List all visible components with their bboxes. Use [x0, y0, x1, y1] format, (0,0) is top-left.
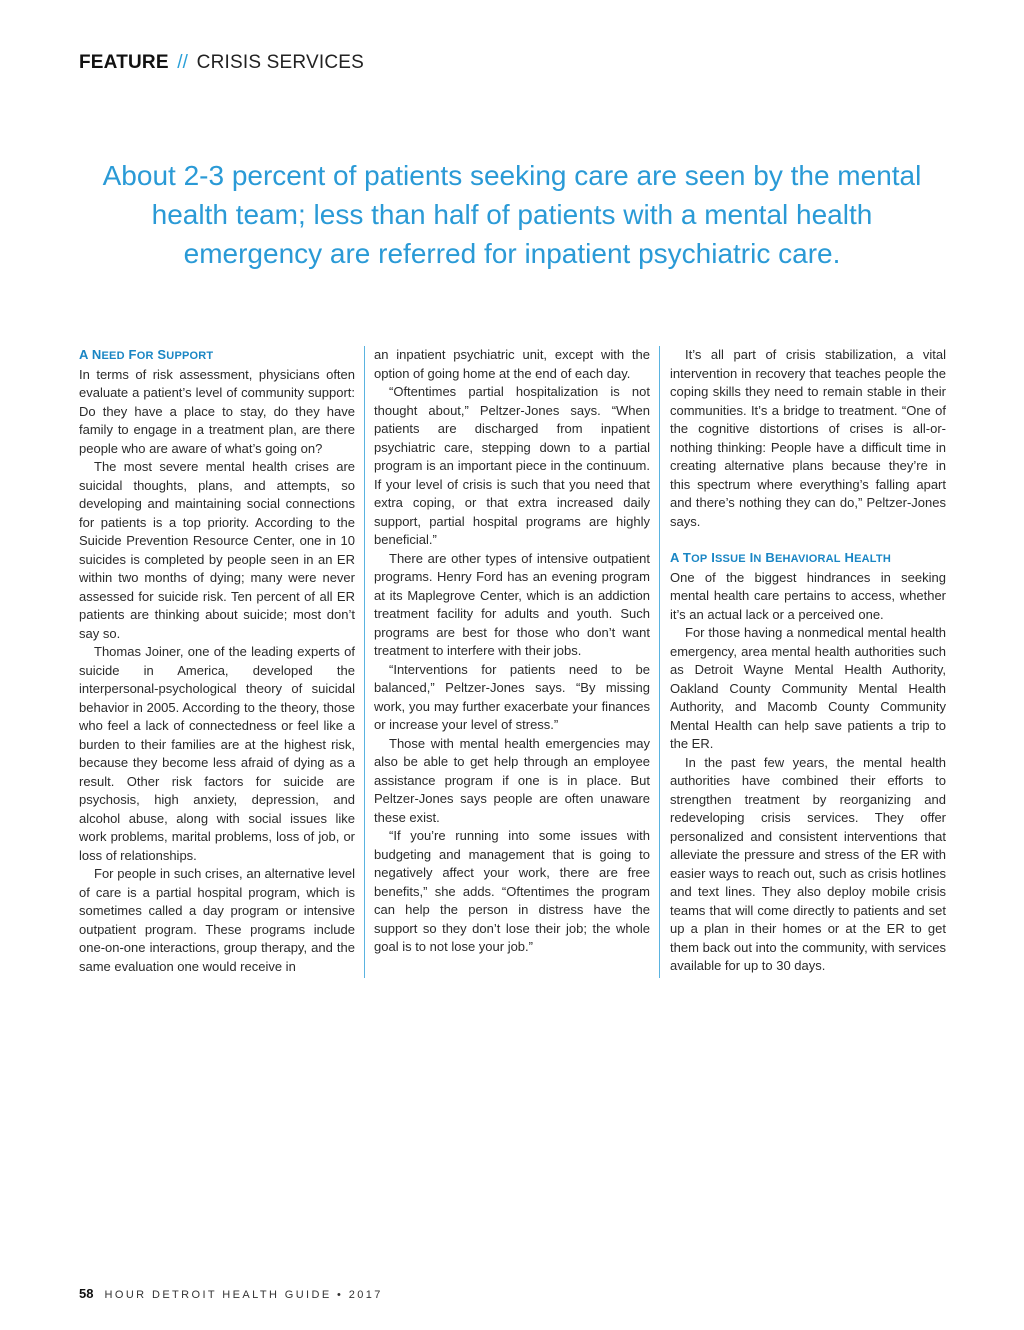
paragraph: “Oftentimes partial hospitalization is not thought about,” Peltzer-Jones says. “When patients are discharged from inpatient psychiatric care, stepping down to a partial program is an important piece in the continuum. If your level of crisis is such that you need that extra coping, or that extra increased daily support, partial hospital programs are highly beneficial.”	[374, 384, 650, 547]
section-label: CRISIS SERVICES	[196, 52, 365, 73]
section-header	[79, 52, 364, 74]
page-footer	[79, 1286, 383, 1301]
article-column-1	[79, 346, 355, 976]
subhead-need-for-support: A NEED FOR SUPPORT	[79, 347, 214, 362]
paragraph: In terms of risk assessment, physicians often evaluate a patient’s level of community support: Do they have a place to stay, do they have family to engage in a treatment plan, are there people who are aware of what’s going on?	[79, 366, 355, 456]
paragraph: It’s all part of crisis stabilization, a vital intervention in recovery that teaches people the coping skills they need to remain stable in their communities. It’s a bridge to treatment. “One of the cognitive distortions of crises is all-or-nothing thinking: People have a difficult time in creating alternative plans because they’re in this spectrum where everything’s falling apart and there’s nothing they can do,” Peltzer-Jones says.	[670, 347, 946, 529]
feature-label: FEATURE	[79, 52, 169, 73]
paragraph: The most severe mental health crises are suicidal thoughts, plans, and attempts, so developing and maintaining social connections for patients is a top priority. According to the Suicide Prevention Resource Center, one in 10 suicides is completed by people seen in an ER within two months of dying; many were never assessed for suicide risk. Ten percent of all ER patients are thinking about suicide; most don’t say so.	[79, 459, 355, 641]
paragraph: One of the biggest hindrances in seeking mental health care pertains to access, whether it’s an actual lack or a perceived one.	[670, 569, 946, 622]
column-divider	[659, 346, 660, 978]
header-divider: //	[177, 52, 189, 73]
paragraph: “If you’re running into some issues with budgeting and management that is going to negatively affect your work, there are free benefits,” she adds. “Oftentimes the program can help the person in distress have the support so they don’t lose their job; the whole goal is to not lose your job.”	[374, 828, 650, 954]
article-column-3	[670, 346, 946, 976]
paragraph: Those with mental health emergencies may also be able to get help through an employee assistance program if one is in place. But Peltzer-Jones says people are often unaware these exist.	[374, 735, 650, 825]
column-divider	[364, 346, 365, 978]
paragraph: an inpatient psychiatric unit, except with the option of going home at the end of each day.	[374, 347, 650, 381]
subhead-top-issue: A TOP ISSUE IN BEHAVIORAL HEALTH	[670, 550, 891, 565]
paragraph: For people in such crises, an alternative level of care is a partial hospital program, which is sometimes called a day program or intensive outpatient program. These programs include one-on-one interactions, group therapy, and the same evaluation one would receive in	[79, 866, 355, 974]
paragraph: For those having a nonmedical mental health emergency, area mental health authorities such as Detroit Wayne Mental Health Authority, Oakland County Community Mental Health Authority, and Macomb County Community Mental Health can help save patients a trip to the ER.	[670, 625, 946, 751]
article-column-2	[374, 346, 650, 957]
publication-name: HOUR DETROIT HEALTH GUIDE • 2017	[104, 1289, 383, 1301]
paragraph: Thomas Joiner, one of the leading experts of suicide in America, developed the interpersonal-psychological theory of suicidal behavior in 2005. According to the theory, those who feel a lack of connectedness or feel like a burden to their families are at the highest risk, because they become less afraid of dying as a result. Other risk factors for suicide are psychosis, high anxiety, depression, and alcohol abuse, along with social issues like work problems, marital problems, loss of job, or loss of relationships.	[79, 644, 355, 863]
page-number: 58	[79, 1286, 94, 1301]
paragraph: There are other types of intensive outpatient programs. Henry Ford has an evening program at its Maplegrove Center, which is an addiction treatment facility for adults and youth. Such programs are best for those who don’t want treatment to interfere with their jobs.	[374, 550, 650, 658]
paragraph: In the past few years, the mental health authorities have combined their efforts to strengthen treatment by reorganizing and redeveloping crisis services. They offer personalized and consistent interventions that alleviate the pressure and stress of the ER with easier ways to reach out, such as crisis hotlines and text lines. They also deploy mobile crisis teams that will come directly to patients and set up a plan in their homes or at the ER to get them back out into the community, with services available for up to 30 days.	[670, 754, 946, 973]
paragraph: “Interventions for patients need to be balanced,” Peltzer-Jones says. “By missing work, you may further exacerbate your finances or increase your level of stress.”	[374, 661, 650, 732]
pull-quote: About 2-3 percent of patients seeking care are seen by the mental health team; less than half of patients with a mental health emergency are referred for inpatient psychiatric care.	[102, 160, 922, 269]
